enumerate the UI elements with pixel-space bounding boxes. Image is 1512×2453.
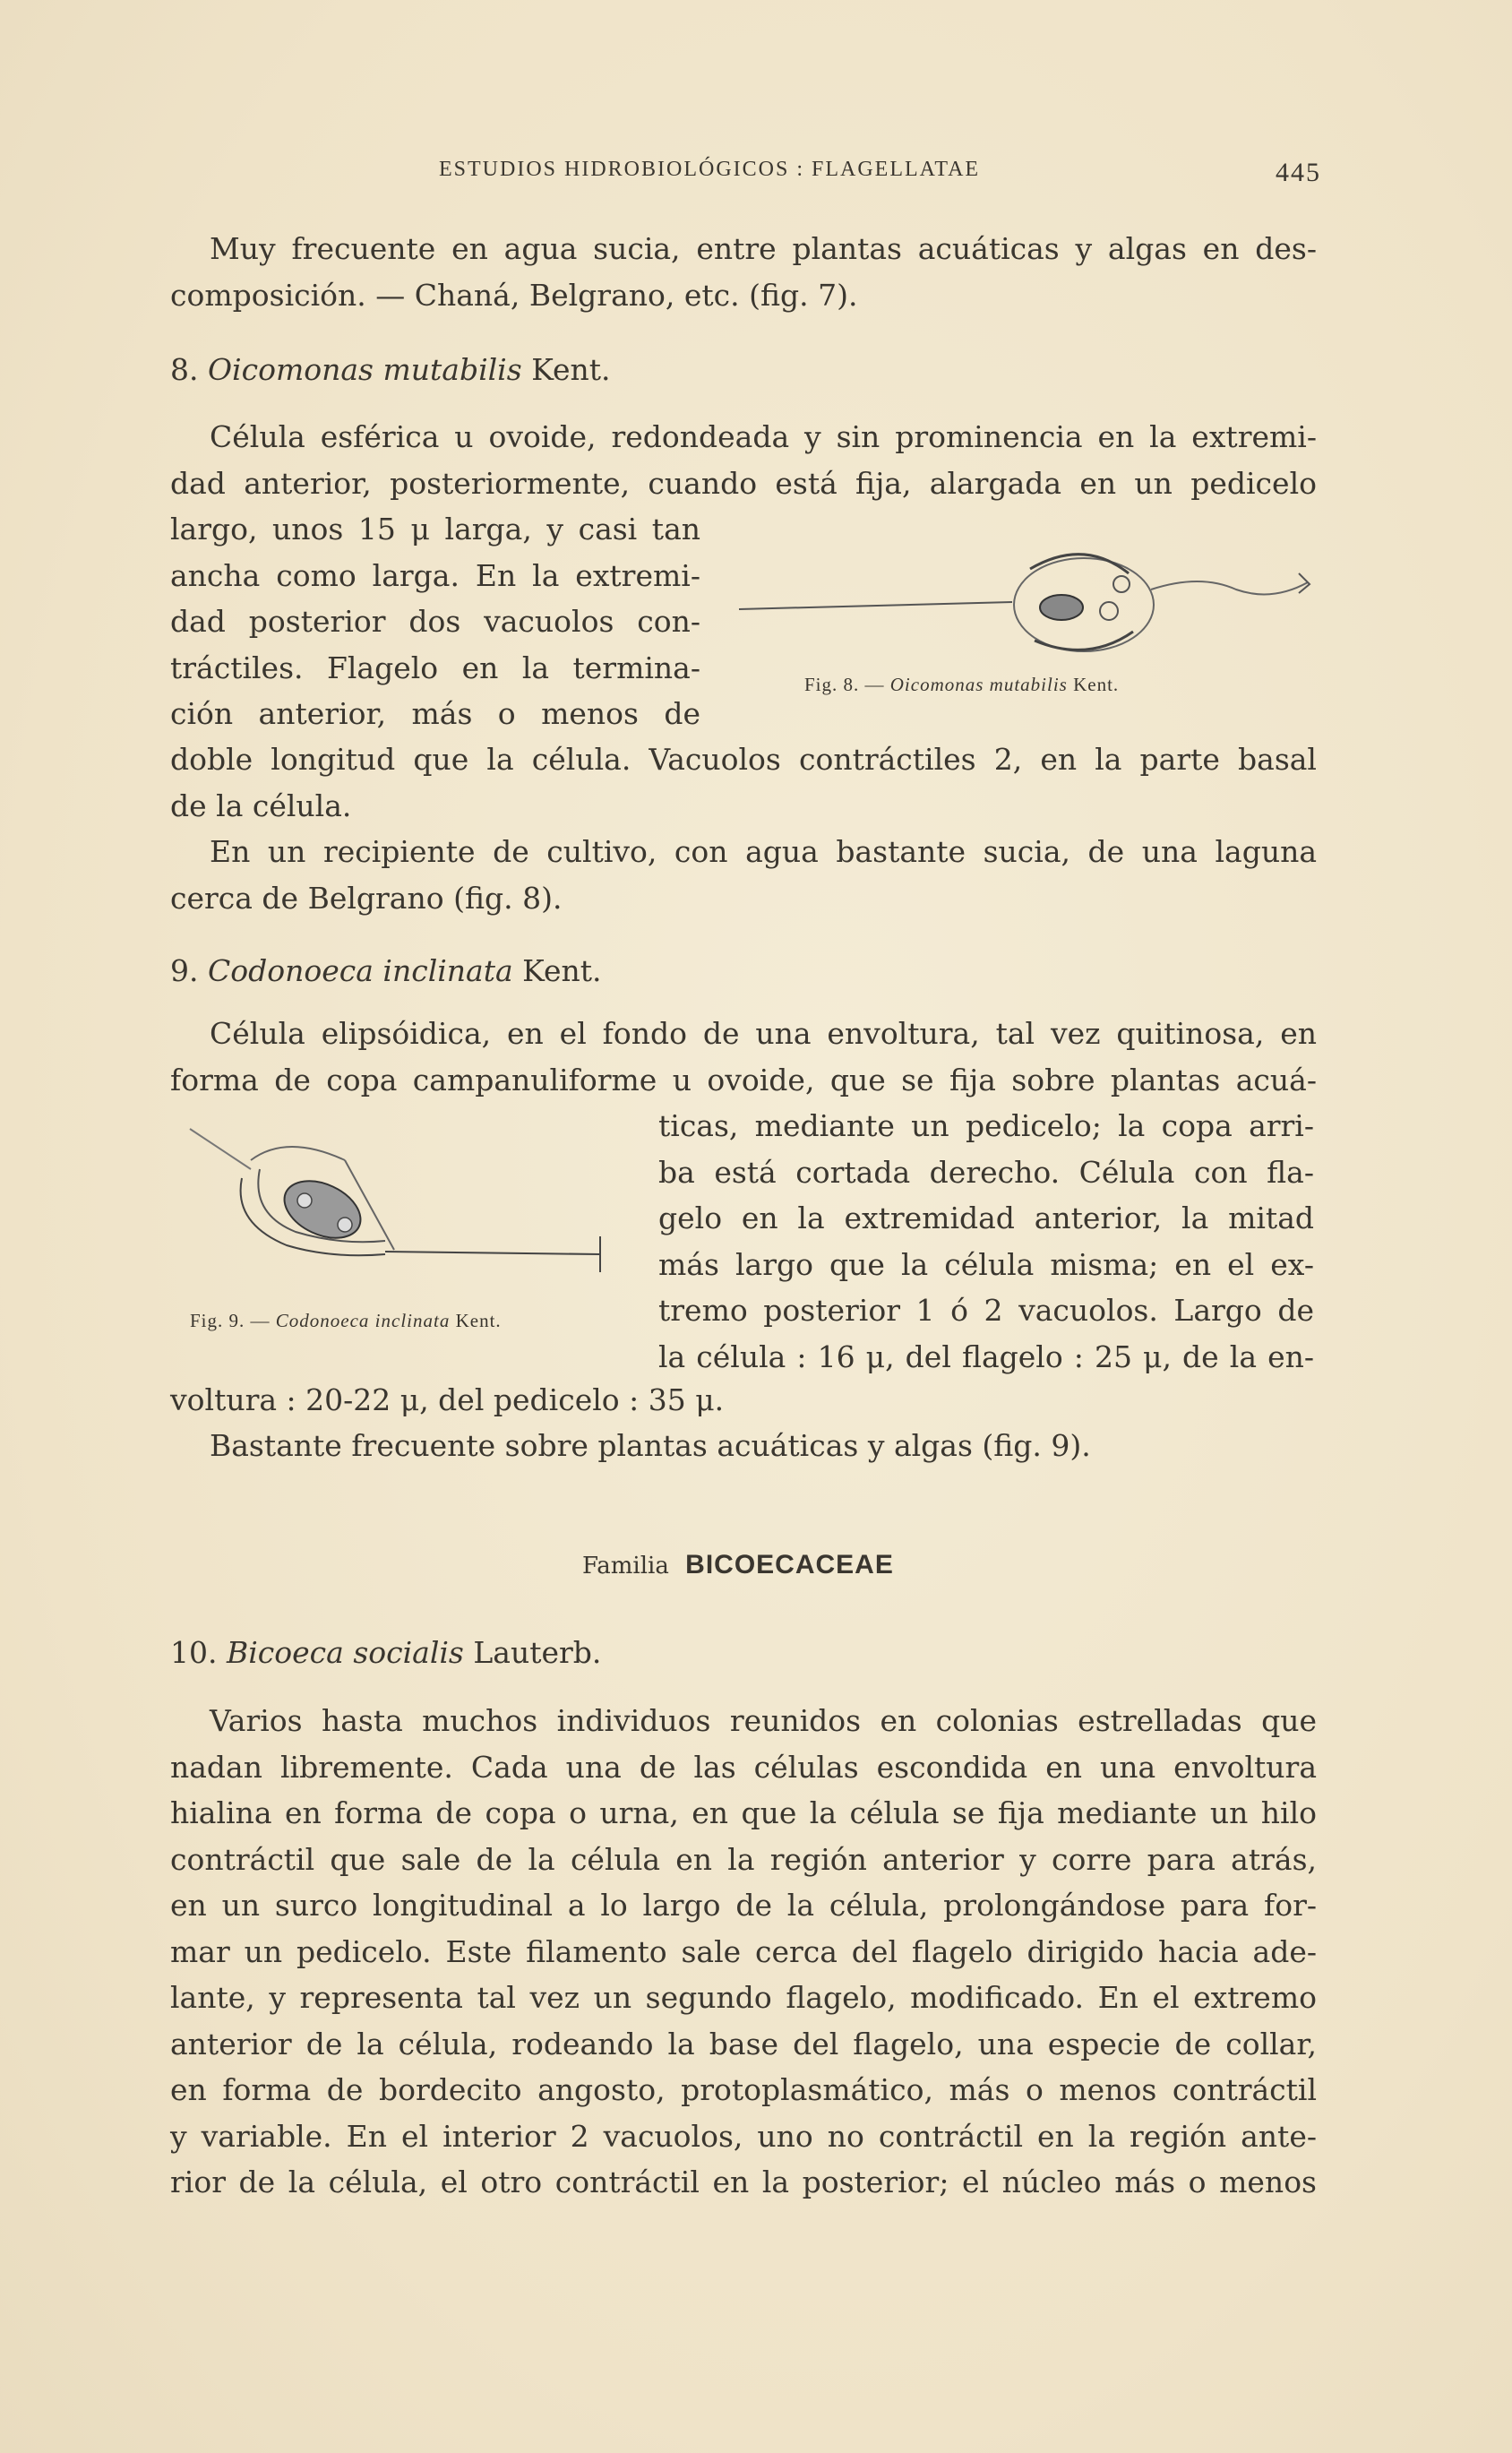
- text-line: de la célula.: [170, 788, 352, 823]
- species-number: 10.: [170, 1635, 218, 1670]
- figure-9-caption: [190, 1310, 502, 1332]
- paragraph-8-wrapped: [170, 506, 700, 737]
- caption-prefix: Fig. 8. —: [804, 674, 885, 695]
- paragraph-8-top: [170, 414, 1317, 506]
- figure-8-illustration: [735, 520, 1326, 681]
- text-line: Célula esférica u ovoide, redondeada y sin prominencia en la extremi-: [210, 419, 1317, 454]
- species-heading-9: [170, 953, 601, 988]
- text-line: forma de copa campanuliforme u ovoide, que se fija sobre plantas acuá-: [170, 1062, 1317, 1097]
- text-line: Bastante frecuente sobre plantas acuáticas y algas (fig. 9).: [210, 1428, 1091, 1463]
- text-line: gelo en la extremidad anterior, la mitad: [658, 1201, 1314, 1235]
- paragraph-intro: [170, 226, 1317, 318]
- text-line: dad posterior dos vacuolos con-: [170, 604, 700, 639]
- species-number: 9.: [170, 953, 199, 988]
- text-line: nadan libremente. Cada una de las células escondida en una envoltura: [170, 1749, 1317, 1785]
- text-line: tráctiles. Flagelo en la termina-: [170, 650, 700, 685]
- text-line: lante, y representa tal vez un segundo flagelo, modificado. En el extremo: [170, 1980, 1317, 2015]
- text-line: composición. — Chaná, Belgrano, etc. (fig. 7).: [170, 277, 858, 313]
- figure-9-illustration: [179, 1124, 627, 1295]
- text-line: y variable. En el interior 2 vacuolos, uno no contráctil en la región ante-: [170, 2118, 1317, 2154]
- text-line: ción anterior, más o menos de: [170, 696, 700, 731]
- page-number: 445: [1276, 158, 1321, 187]
- caption-name: Codonoeca inclinata: [275, 1310, 451, 1331]
- text-line: más largo que la célula misma; en el ex-: [658, 1246, 1314, 1282]
- text-line: en un surco longitudinal a lo largo de la célula, prolongándose para for-: [170, 1888, 1317, 1923]
- species-number: 8.: [170, 352, 199, 387]
- running-title: ESTUDIOS HIDROBIOLÓGICOS : FLAGELLATAE: [439, 158, 981, 181]
- text-line: en forma de bordecito angosto, protoplasmático, más o menos contráctil: [170, 2072, 1317, 2107]
- paragraph-8-habitat: [170, 829, 1317, 921]
- species-author: Kent.: [522, 953, 602, 988]
- text-line: anterior de la célula, rodeando la base del flagelo, una especie de collar,: [170, 2026, 1317, 2061]
- text-line: tremo posterior 1 ó 2 vacuolos. Largo de: [658, 1293, 1314, 1328]
- text-line: la célula : 16 μ, del flagelo : 25 μ, de la en-: [658, 1338, 1314, 1374]
- text-line: Muy frecuente en agua sucia, entre plantas acuáticas y algas en des-: [210, 231, 1317, 266]
- paragraph-9-top: [170, 1011, 1317, 1103]
- text-line: En un recipiente de cultivo, con agua bastante sucia, de una laguna: [210, 834, 1317, 869]
- text-line: Varios hasta muchos individuos reunidos en colonias estrelladas que: [210, 1703, 1317, 1738]
- caption-name: Oicomonas mutabilis: [889, 674, 1068, 695]
- caption-author: Kent.: [1073, 674, 1120, 695]
- text-line: cerca de Belgrano (fig. 8).: [170, 880, 563, 916]
- text-line: Célula elipsóidica, en el fondo de una envoltura, tal vez quitinosa, en: [210, 1016, 1317, 1051]
- figure-8-caption: [804, 674, 1119, 696]
- text-line: largo, unos 15 μ larga, y casi tan: [170, 512, 700, 547]
- text-line: contráctil que sale de la célula en la región anterior y corre para atrás,: [170, 1841, 1317, 1877]
- family-heading: [582, 1550, 894, 1580]
- species-name: Bicoeca socialis: [226, 1635, 464, 1670]
- text-line: hialina en forma de copa o urna, en que la célula se fija mediante un hilo: [170, 1795, 1317, 1830]
- text-line: rior de la célula, el otro contráctil en la posterior; el núcleo más o menos: [170, 2165, 1317, 2199]
- text-line: mar un pedicelo. Este filamento sale cerca del flagelo dirigido hacia ade-: [170, 1933, 1317, 1969]
- species-author: Kent.: [531, 352, 611, 387]
- species-heading-8: [170, 352, 611, 387]
- text-line: ancha como larga. En la extremi-: [170, 557, 700, 593]
- paragraph-10: [170, 1698, 1317, 2206]
- text-line: ticas, mediante un pedicelo; la copa arri-: [658, 1108, 1314, 1143]
- species-name: Codonoeca inclinata: [208, 953, 513, 988]
- paragraph-8-bottom: [170, 736, 1317, 829]
- family-label: Familia: [582, 1553, 669, 1579]
- caption-prefix: Fig. 9. —: [190, 1310, 271, 1331]
- species-heading-10: [170, 1635, 601, 1670]
- species-name: Oicomonas mutabilis: [208, 352, 522, 387]
- paragraph-9-habitat: [170, 1423, 1317, 1469]
- paragraph-9-end: [170, 1377, 1317, 1424]
- species-author: Lauterb.: [473, 1635, 602, 1670]
- running-head: [170, 158, 1321, 194]
- text-line: dad anterior, posteriormente, cuando está fija, alargada en un pedicelo: [170, 465, 1317, 501]
- text-line: doble longitud que la célula. Vacuolos contráctiles 2, en la parte basal: [170, 742, 1317, 777]
- paragraph-9-wrapped: [658, 1103, 1314, 1380]
- text-line: voltura : 20-22 μ, del pedicelo : 35 μ.: [170, 1382, 725, 1417]
- text-line: ba está cortada derecho. Célula con fla-: [658, 1154, 1314, 1190]
- caption-author: Kent.: [455, 1310, 502, 1331]
- family-name: BICOECACEAE: [685, 1550, 894, 1579]
